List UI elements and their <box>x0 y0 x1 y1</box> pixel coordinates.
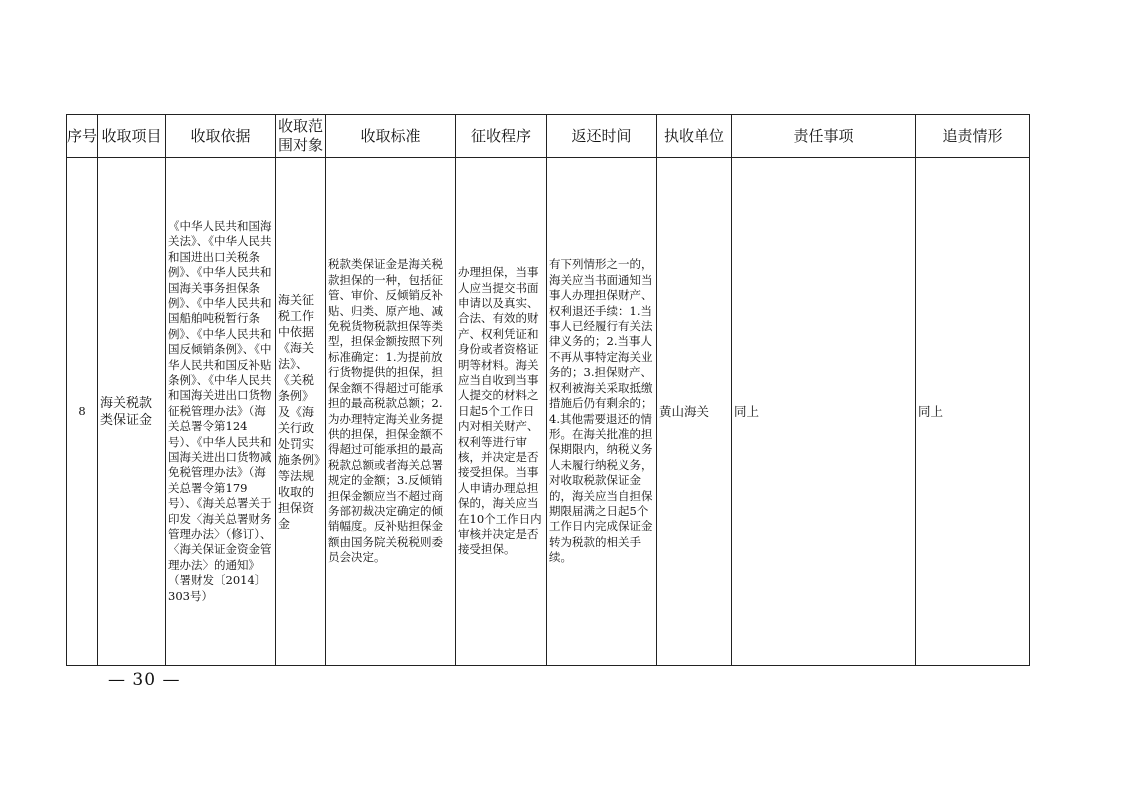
fee-table <box>66 114 1030 666</box>
header-procedure: 征收程序 <box>456 115 547 158</box>
cell-refund: 有下列情形之一的，海关应当书面通知当事人办理担保财产、权利退还手续：1.当事人已经履行有关法律义务的；2.当事人不再从事特定海关业务的；3.担保财产、权利被海关采取抵缴措施后仍有剩余的；4.其他需要退还的情形。在海关批准的担保期限内，纳税义务人未履行纳税义务，对收取税款保证金的，海关应当自担保期限届满之日起5个工作日内完成保证金转为税款的相关手续。 <box>547 158 657 666</box>
header-duty: 责任事项 <box>732 115 916 158</box>
cell-basis: 《中华人民共和国海关法》、《中华人民共和国进出口关税条例》、《中华人民共和国海关事务担保条例》、《中华人民共和国船舶吨税暂行条例》、《中华人民共和国反倾销条例》、《中华人民共和国反补贴条例》、《中华人民共和国海关进出口货物征税管理办法》（海关总署令第124号）、《中华人民共和国海关进出口货物减免税管理办法》（海关总署令第179号）、《海关总署关于印发〈海关总署财务管理办法〉（修订）、〈海关保证金资金管理办法〉的通知》（署财发〔2014〕303号） <box>166 158 276 666</box>
header-standard: 收取标准 <box>326 115 456 158</box>
header-accountability: 追责情形 <box>916 115 1030 158</box>
cell-standard: 税款类保证金是海关税款担保的一种，包括征管、审价、反倾销反补贴、归类、原产地、减免税货物税款担保等类型，担保金额按照下列标准确定：1.为提前放行货物提供的担保，担保金额不得超过可能承担的最高税款总额；2.为办理特定海关业务提供的担保，担保金额不得超过可能承担的最高税款总额或者海关总署规定的金额；3.反倾销担保金额应当不超过商务部初裁决定确定的倾销幅度。反补贴担保金额由国务院关税税则委员会决定。 <box>326 158 456 666</box>
page-number: — 30 — <box>108 670 181 690</box>
header-scope: 收取范围对象 <box>276 115 326 158</box>
cell-scope: 海关征税工作中依据《海关法》、《关税条例》及《海关行政处罚实施条例》等法规收取的担保资金 <box>276 158 326 666</box>
cell-item: 海关税款类保证金 <box>98 158 166 666</box>
header-item: 收取项目 <box>98 115 166 158</box>
header-unit: 执收单位 <box>657 115 732 158</box>
header-row <box>67 115 1030 158</box>
cell-accountability: 同上 <box>916 158 1030 666</box>
header-refund: 返还时间 <box>547 115 657 158</box>
cell-duty: 同上 <box>732 158 916 666</box>
cell-seq: 8 <box>67 158 98 666</box>
cell-unit: 黄山海关 <box>657 158 732 666</box>
table-row <box>67 158 1030 666</box>
header-basis: 收取依据 <box>166 115 276 158</box>
header-seq: 序号 <box>67 115 98 158</box>
cell-procedure: 办理担保，当事人应当提交书面申请以及真实、合法、有效的财产、权利凭证和身份或者资格证明等材料。海关应当自收到当事人提交的材料之日起5个工作日内对相关财产、权利等进行审核，并决定是否接受担保。当事人申请办理总担保的，海关应当在10个工作日内审核并决定是否接受担保。 <box>456 158 547 666</box>
